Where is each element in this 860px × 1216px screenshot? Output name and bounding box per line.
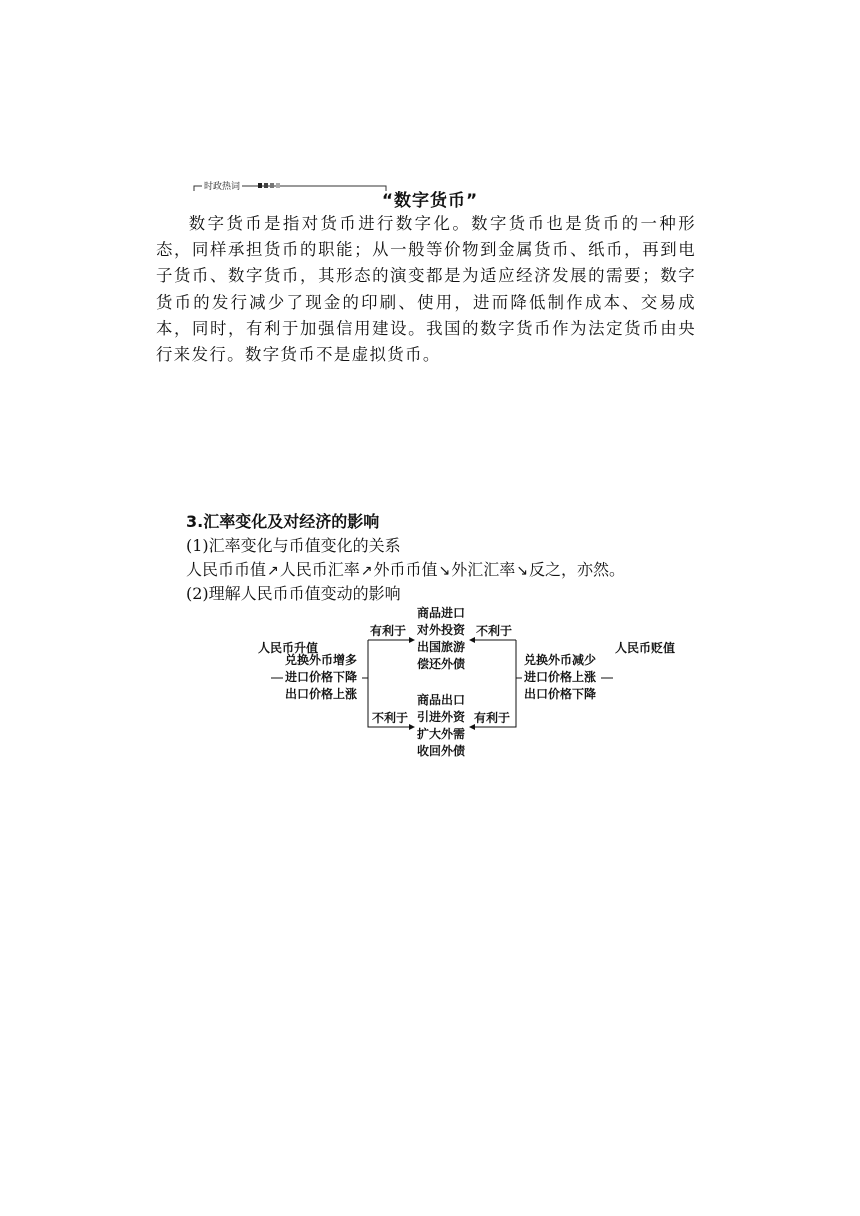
down-arrow-icon: ↘: [438, 563, 451, 579]
left-effect: 兑换外币增多: [285, 653, 358, 667]
bottom-items: [417, 692, 465, 760]
rmb-depreciation-label: 人民币贬值: [615, 641, 676, 655]
bottom-item: 引进外资: [417, 710, 466, 724]
left-effect: 出口价格上涨: [285, 687, 358, 701]
up-arrow-icon: ↗: [267, 563, 279, 579]
bottom-item: 收回外债: [417, 744, 466, 758]
top-item: 偿还外债: [417, 657, 466, 671]
right-effect: 进口价格上涨: [524, 670, 597, 684]
left-effects: [285, 652, 357, 703]
rmb-appreciation-label: 人民币升值: [258, 641, 319, 655]
right-effect: 出口价格下降: [524, 687, 597, 701]
top-item: 出国旅游: [417, 640, 466, 654]
bottom-item: 扩大外需: [417, 727, 466, 741]
top-items: [417, 605, 465, 673]
label-bottom-right: 有利于: [474, 711, 511, 725]
relation-part-3: 外币币值: [373, 560, 438, 579]
down-arrow-icon: ↘: [516, 563, 528, 579]
label-bottom-left: 不利于: [372, 711, 409, 725]
relation-part-5: 反之，亦然。: [529, 560, 626, 579]
bottom-item: 商品出口: [417, 693, 466, 707]
up-arrow-icon: ↗: [360, 563, 373, 579]
right-effect: 兑换外币减少: [524, 653, 597, 667]
top-item: 对外投资: [417, 623, 466, 637]
section-title: 3.汇率变化及对经济的影响: [186, 512, 380, 531]
relation-part-2: 人民币汇率: [279, 560, 360, 579]
top-item: 商品进口: [417, 606, 466, 620]
relation-part-4: 外汇汇率: [451, 560, 516, 579]
subsection-1: (1)汇率变化与币值变化的关系: [186, 536, 401, 555]
box-paragraph: 数字货币是指对货币进行数字化。数字货币也是货币的一种形态，同样承担货币的职能；从一般等价物到金属货币、纸币，再到电子货币、数字货币，其形态的演变都是为适应经济发展的需要；数字货币的发行减少了现金的印刷、使用，进而降低制作成本、交易成本，同时，有利于加强信用建设。我国的数字货币作为法定货币由央行来发行。数字货币不是虚拟货币。: [156, 214, 696, 365]
right-effects: [524, 652, 596, 703]
box-title: “数字货币”: [381, 191, 479, 211]
label-top-left: 有利于: [370, 624, 407, 638]
relation-part-1: 人民币币值: [186, 560, 267, 579]
label-top-right: 不利于: [476, 624, 513, 638]
subsection-2: (2)理解人民币币值变动的影响: [186, 584, 401, 603]
left-effect: 进口价格下降: [285, 670, 358, 684]
box-tag: 时政热词: [202, 179, 242, 192]
